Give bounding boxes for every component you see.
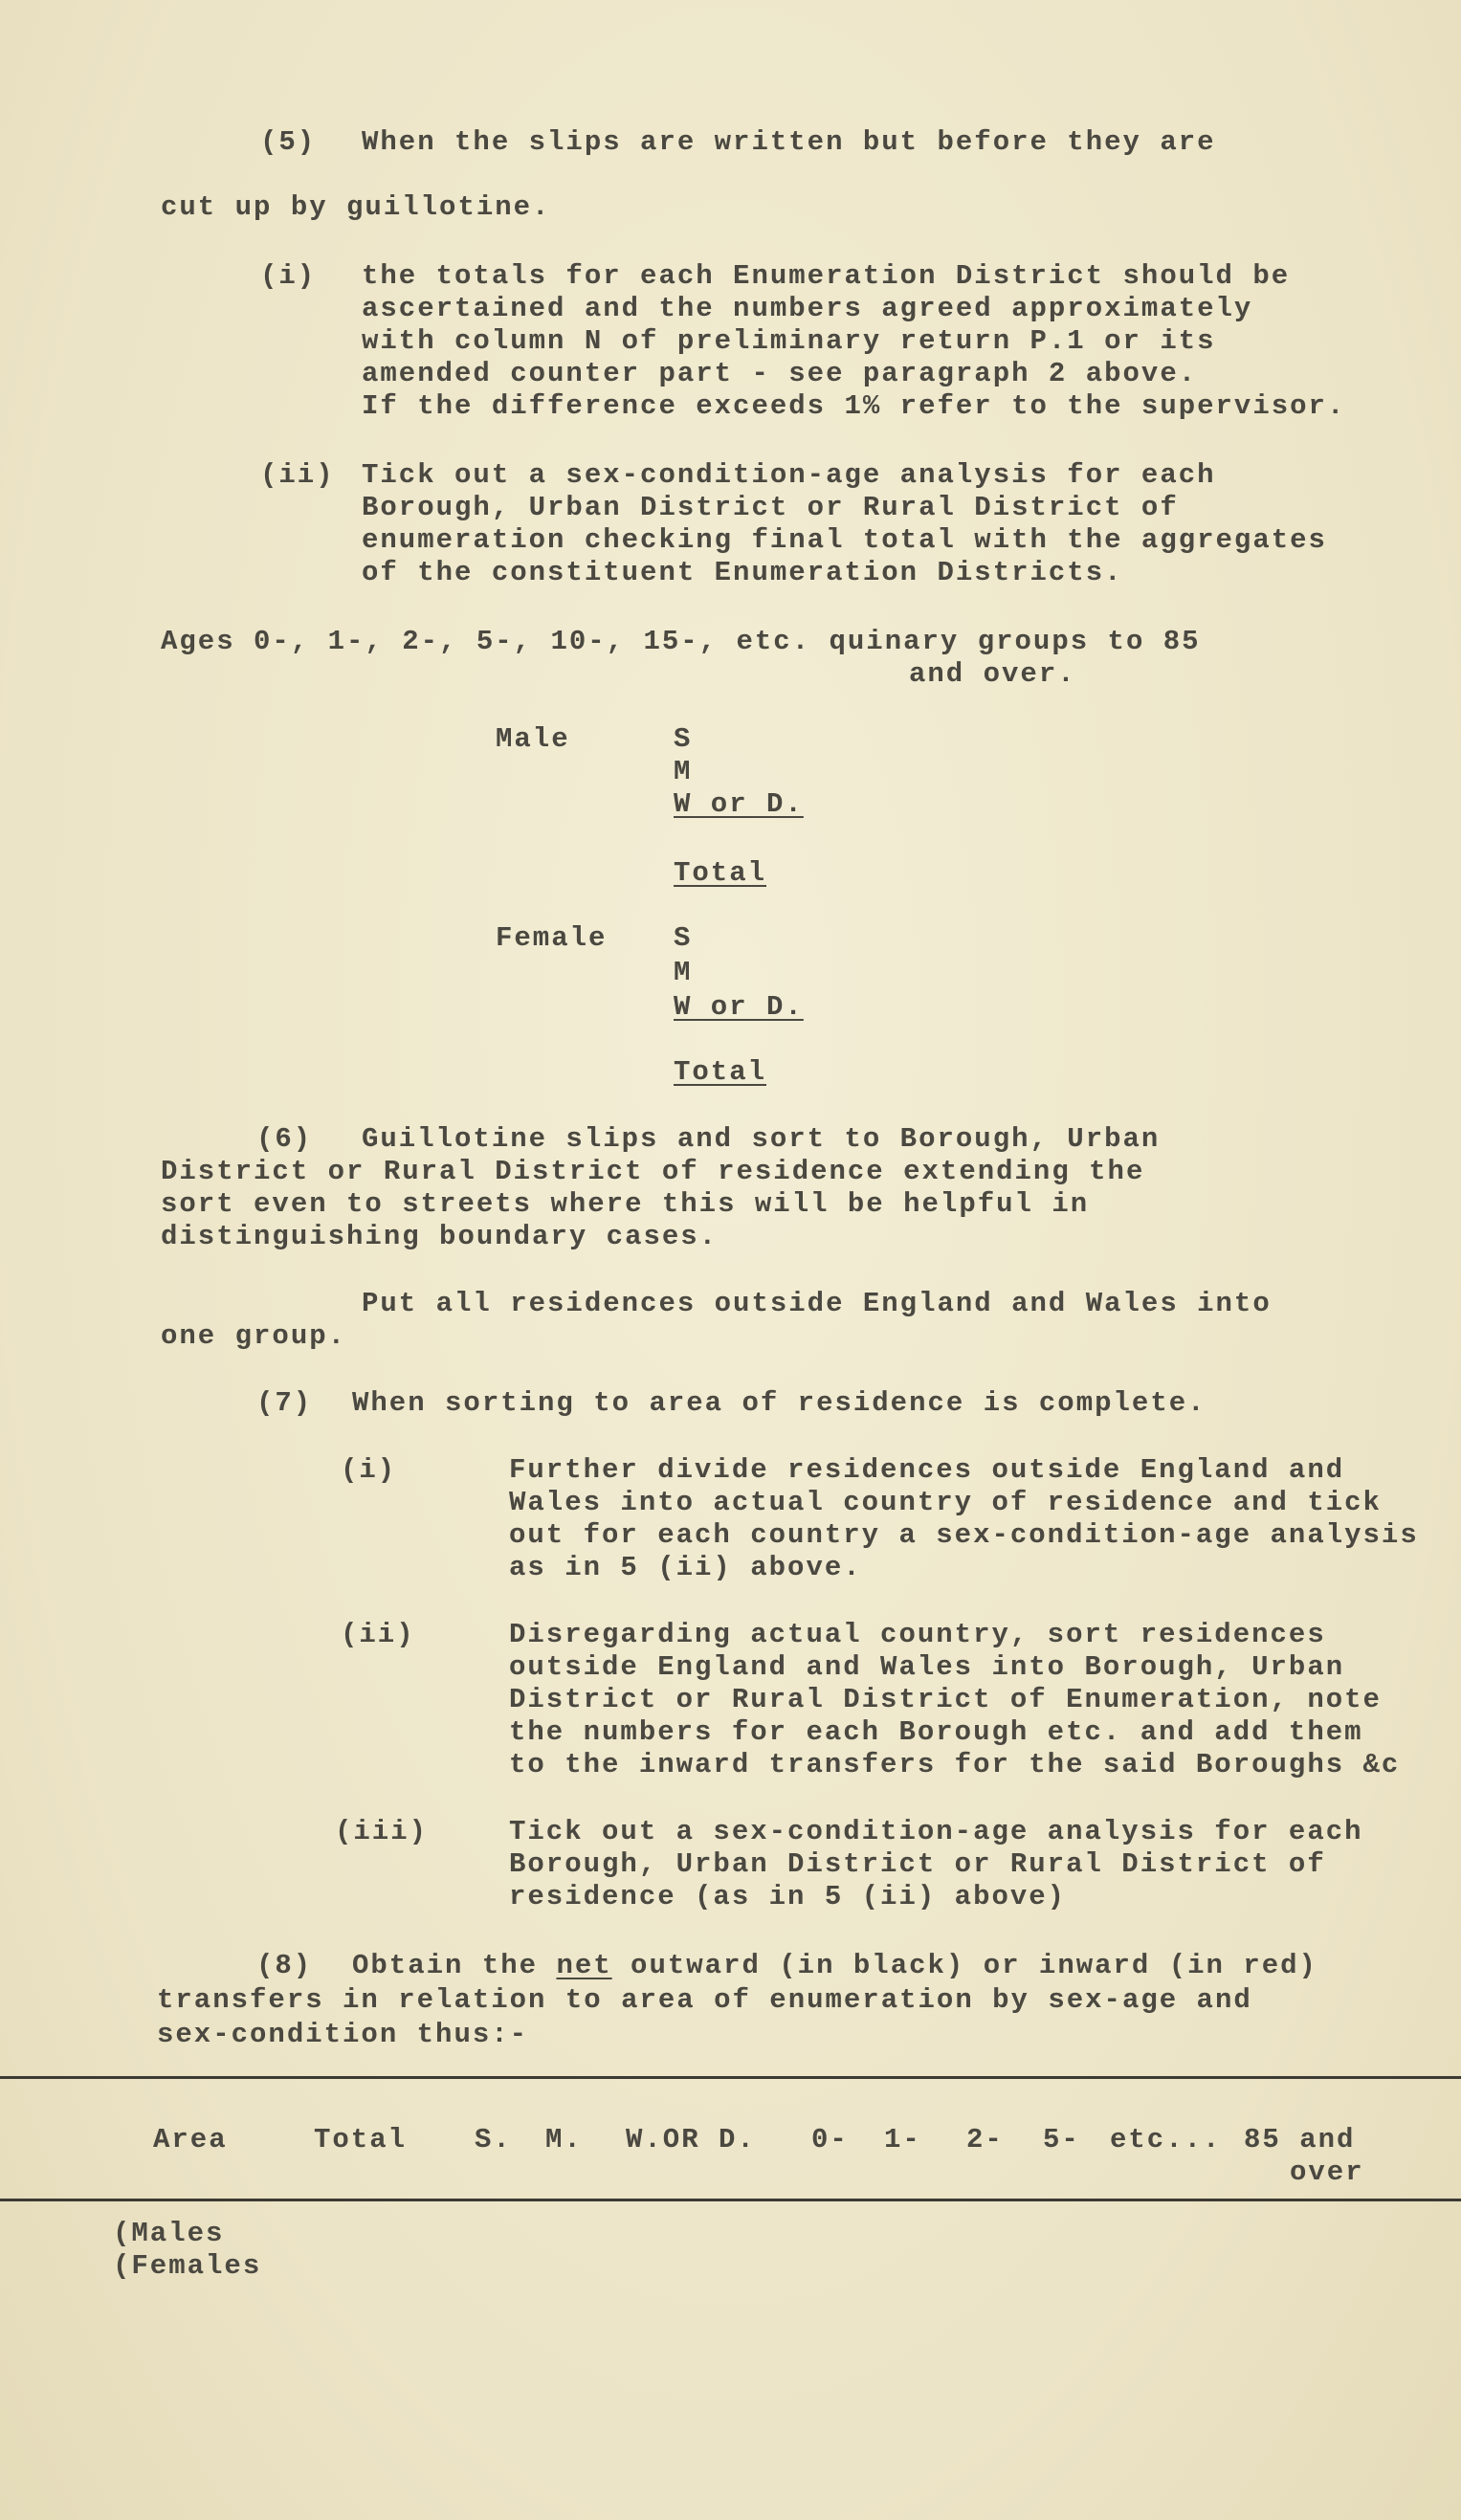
- section-7-ii-line-4: the numbers for each Borough etc. and add them: [509, 1716, 1363, 1748]
- item-i-line-1: the totals for each Enumeration District should be: [362, 260, 1291, 292]
- item-i-line-3: with column N of preliminary return P.1 or its: [362, 325, 1216, 357]
- section-6-line-4: distinguishing boundary cases.: [161, 1221, 719, 1252]
- section-6-para-2-line-1: Put all residences outside England and Wales into: [362, 1288, 1272, 1319]
- table-header-etc: etc...: [1110, 2124, 1222, 2155]
- section-7-ii-line-3: District or Rural District of Enumeration, note: [509, 1684, 1382, 1715]
- section-5-line-2: cut up by guillotine.: [161, 191, 551, 223]
- table-header-age-0: 0-: [811, 2124, 849, 2155]
- male-s: S: [674, 723, 693, 755]
- female-total: Total: [674, 1056, 767, 1088]
- section-7-i-line-3: out for each country a sex-condition-age analysis: [509, 1519, 1419, 1551]
- section-6-line-2: District or Rural District of residence extending the: [161, 1156, 1145, 1187]
- ages-line-2: and over.: [909, 658, 1076, 690]
- table-header-age-2: 2-: [966, 2124, 1004, 2155]
- male-m: M: [674, 756, 693, 787]
- table-header-w-or-d: W.OR D.: [626, 2124, 756, 2155]
- section-5-number: (5): [260, 126, 317, 158]
- female-m: M: [674, 957, 693, 988]
- section-7-iii-number: (iii): [335, 1816, 429, 1847]
- male-total: Total: [674, 857, 767, 889]
- section-7-iii-line-3: residence (as in 5 (ii) above): [509, 1881, 1067, 1912]
- item-i-number: (i): [260, 260, 317, 292]
- table-header-area: Area: [153, 2124, 228, 2155]
- table-row-males: (Males: [113, 2218, 225, 2249]
- section-8-line-1: [352, 1950, 1317, 1982]
- table-top-rule: [0, 2076, 1461, 2079]
- section-7-ii-number: (ii): [341, 1619, 415, 1650]
- table-row-females: (Females: [113, 2250, 262, 2282]
- item-ii-line-1: Tick out a sex-condition-age analysis for each: [362, 459, 1216, 491]
- section-7-ii-line-1: Disregarding actual country, sort residences: [509, 1619, 1326, 1650]
- section-7-ii-line-2: outside England and Wales into Borough, Urban: [509, 1651, 1345, 1683]
- item-i-line-5: If the difference exceeds 1% refer to the supervisor.: [362, 390, 1346, 422]
- table-header-age-5: 5-: [1043, 2124, 1080, 2155]
- table-header-s: S.: [475, 2124, 512, 2155]
- section-7-ii-line-5: to the inward transfers for the said Boroughs &c: [509, 1749, 1401, 1780]
- ages-line-1: Ages 0-, 1-, 2-, 5-, 10-, 15-, etc. quinary groups to 85: [161, 626, 1201, 657]
- section-5-line-1: When the slips are written but before they are: [362, 126, 1216, 158]
- section-7-i-line-4: as in 5 (ii) above.: [509, 1552, 862, 1583]
- male-w-or-d: W or D.: [674, 788, 804, 820]
- female-w-or-d: W or D.: [674, 991, 804, 1023]
- section-8-number: (8): [256, 1950, 313, 1981]
- section-6-line-3: sort even to streets where this will be helpful in: [161, 1188, 1090, 1220]
- section-7-i-line-2: Wales into actual country of residence and tick: [509, 1487, 1382, 1518]
- section-7-line-1: When sorting to area of residence is complete.: [352, 1387, 1206, 1419]
- section-8-line-3: sex-condition thus:-: [157, 2019, 529, 2050]
- female-label: Female: [496, 922, 608, 954]
- item-ii-line-3: enumeration checking final total with the aggregates: [362, 524, 1327, 556]
- table-header-age-1: 1-: [884, 2124, 921, 2155]
- section-8-pre: Obtain the: [352, 1950, 557, 1981]
- section-6-para-2-line-2: one group.: [161, 1320, 347, 1352]
- male-label: Male: [496, 723, 570, 755]
- table-bottom-rule: [0, 2199, 1461, 2201]
- item-i-line-4: amended counter part - see paragraph 2 above.: [362, 358, 1198, 389]
- section-7-i-line-1: Further divide residences outside England and: [509, 1454, 1345, 1486]
- table-header-85-and: 85 and: [1244, 2124, 1356, 2155]
- section-6-number: (6): [256, 1123, 313, 1155]
- section-7-iii-line-1: Tick out a sex-condition-age analysis for each: [509, 1816, 1363, 1847]
- section-8-line-2: transfers in relation to area of enumeration by sex-age and: [157, 1984, 1252, 2016]
- item-ii-line-4: of the constituent Enumeration Districts.: [362, 557, 1123, 588]
- female-s: S: [674, 922, 693, 954]
- table-header-m: M.: [545, 2124, 583, 2155]
- table-header-over: over: [1290, 2156, 1364, 2188]
- section-8-net: net: [556, 1950, 612, 1981]
- section-8-post: outward (in black) or inward (in red): [611, 1950, 1317, 1981]
- table-header-total: Total: [314, 2124, 408, 2155]
- item-ii-number: (ii): [260, 459, 335, 491]
- item-ii-line-2: Borough, Urban District or Rural District of: [362, 492, 1179, 523]
- section-7-number: (7): [256, 1387, 313, 1419]
- item-i-line-2: ascertained and the numbers agreed approximately: [362, 293, 1253, 324]
- section-7-i-number: (i): [341, 1454, 397, 1486]
- section-6-line-1: Guillotine slips and sort to Borough, Urban: [362, 1123, 1161, 1155]
- section-7-iii-line-2: Borough, Urban District or Rural District of: [509, 1848, 1326, 1880]
